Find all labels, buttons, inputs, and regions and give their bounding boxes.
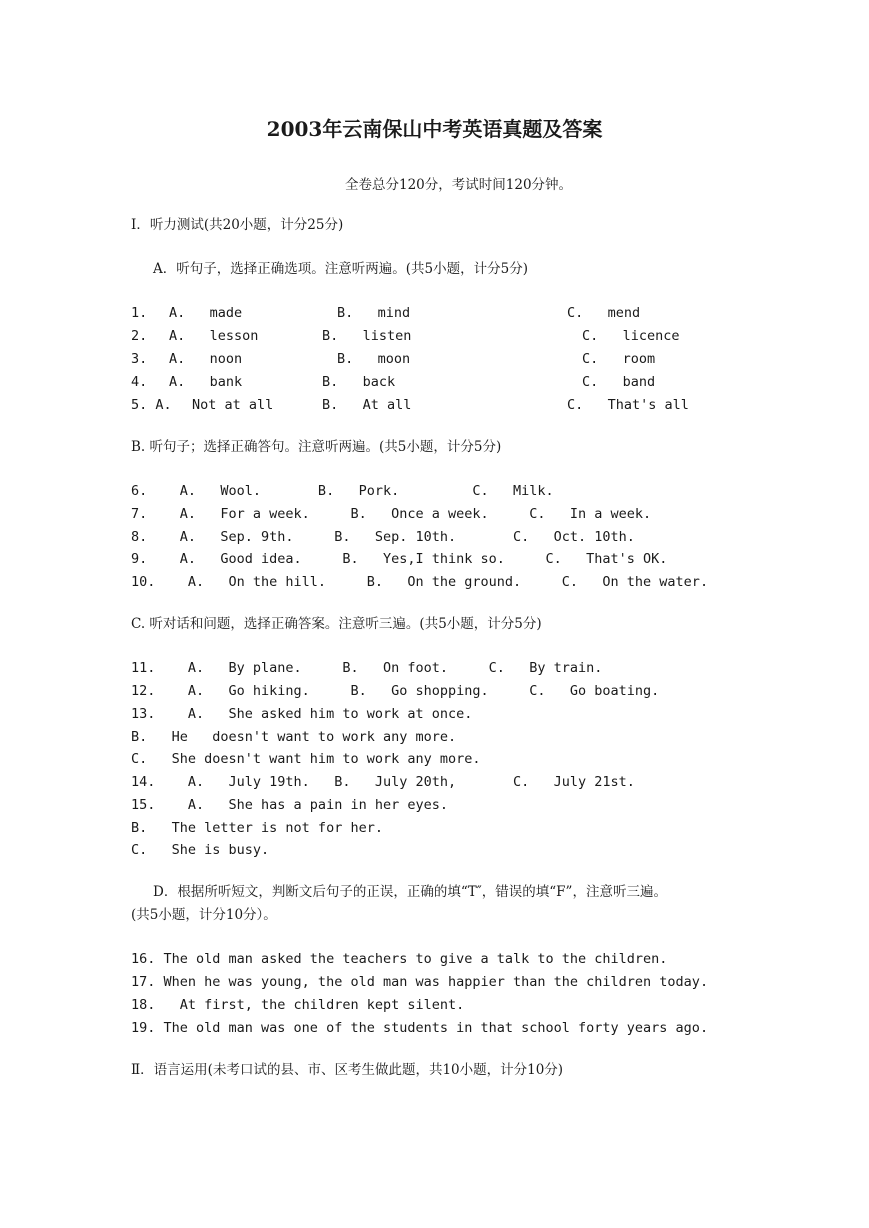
sectionB-heading: B. 听句子；选择正确答句。注意听两遍。(共5小题，计分5分) xyxy=(131,439,502,455)
question-row: C. She is busy. xyxy=(131,842,270,858)
part1-heading: I．听力测试(共20小题，计分25分) xyxy=(131,217,344,233)
question-row: 19. The old man was one of the students in that school forty years ago. xyxy=(131,1020,709,1036)
question-row: 10. A. On the hill. B. On the ground. C. On the water. xyxy=(131,574,709,590)
question-row: 14. A. July 19th. B. July 20th, C. July 21st. xyxy=(131,774,635,790)
question-row: 4. A. bank B. back C. band xyxy=(131,374,656,390)
sectionC-heading: C. 听对话和问题，选择正确答案。注意听三遍。(共5小题，计分5分) xyxy=(131,616,542,632)
question-row: 15. A. She has a pain in her eyes. xyxy=(131,797,448,813)
question-row: C. She doesn't want him to work any more. xyxy=(131,751,481,767)
question-row: 7. A. For a week. B. Once a week. C. In a week. xyxy=(131,506,652,522)
question-row: 11. A. By plane. B. On foot. C. By train. xyxy=(131,660,603,676)
question-row: B. The letter is not for her. xyxy=(131,820,383,836)
question-row: B. He doesn't want to work any more. xyxy=(131,729,457,745)
question-row: 16. The old man asked the teachers to give a talk to the children. xyxy=(131,951,668,967)
question-row: 1. A. made B. mind C. mend xyxy=(131,305,641,321)
question-row: 17. When he was young, the old man was happier than the children today. xyxy=(131,974,709,990)
question-row: 8. A. Sep. 9th. B. Sep. 10th. C. Oct. 10th. xyxy=(131,529,635,545)
sectionD-heading: D．根据所听短文，判断文后句子的正误，正确的填“T″，错误的填“F”，注意听三遍。 xyxy=(153,884,667,900)
exam-info: 全卷总分120分，考试时间120分钟。 xyxy=(345,177,573,193)
question-row: 5. A. Not at all B. At all C. That's all xyxy=(131,397,689,413)
question-row: 13. A. She asked him to work at once. xyxy=(131,706,473,722)
question-row: 9. A. Good idea. B. Yes,I think so. C. That's OK. xyxy=(131,551,668,567)
question-row: 3. A. noon B. moon C. room xyxy=(131,351,656,367)
question-row: 12. A. Go hiking. B. Go shopping. C. Go boating. xyxy=(131,683,660,699)
part2-heading: Ⅱ．语言运用(未考口试的县、市、区考生做此题，共10小题，计分10分) xyxy=(131,1062,564,1078)
question-row: 2. A. lesson B. listen C. licence xyxy=(131,328,680,344)
question-row: 18. At first, the children kept silent. xyxy=(131,997,465,1013)
document-title: 2003年云南保山中考英语真题及答案 xyxy=(266,117,603,141)
question-row: 6. A. Wool. B. Pork. C. Milk. xyxy=(131,483,554,499)
sectionA-heading: A．听句子，选择正确选项。注意听两遍。(共5小题，计分5分) xyxy=(153,261,528,277)
sectionD-heading-cont: (共5小题，计分10分）。 xyxy=(131,907,277,923)
